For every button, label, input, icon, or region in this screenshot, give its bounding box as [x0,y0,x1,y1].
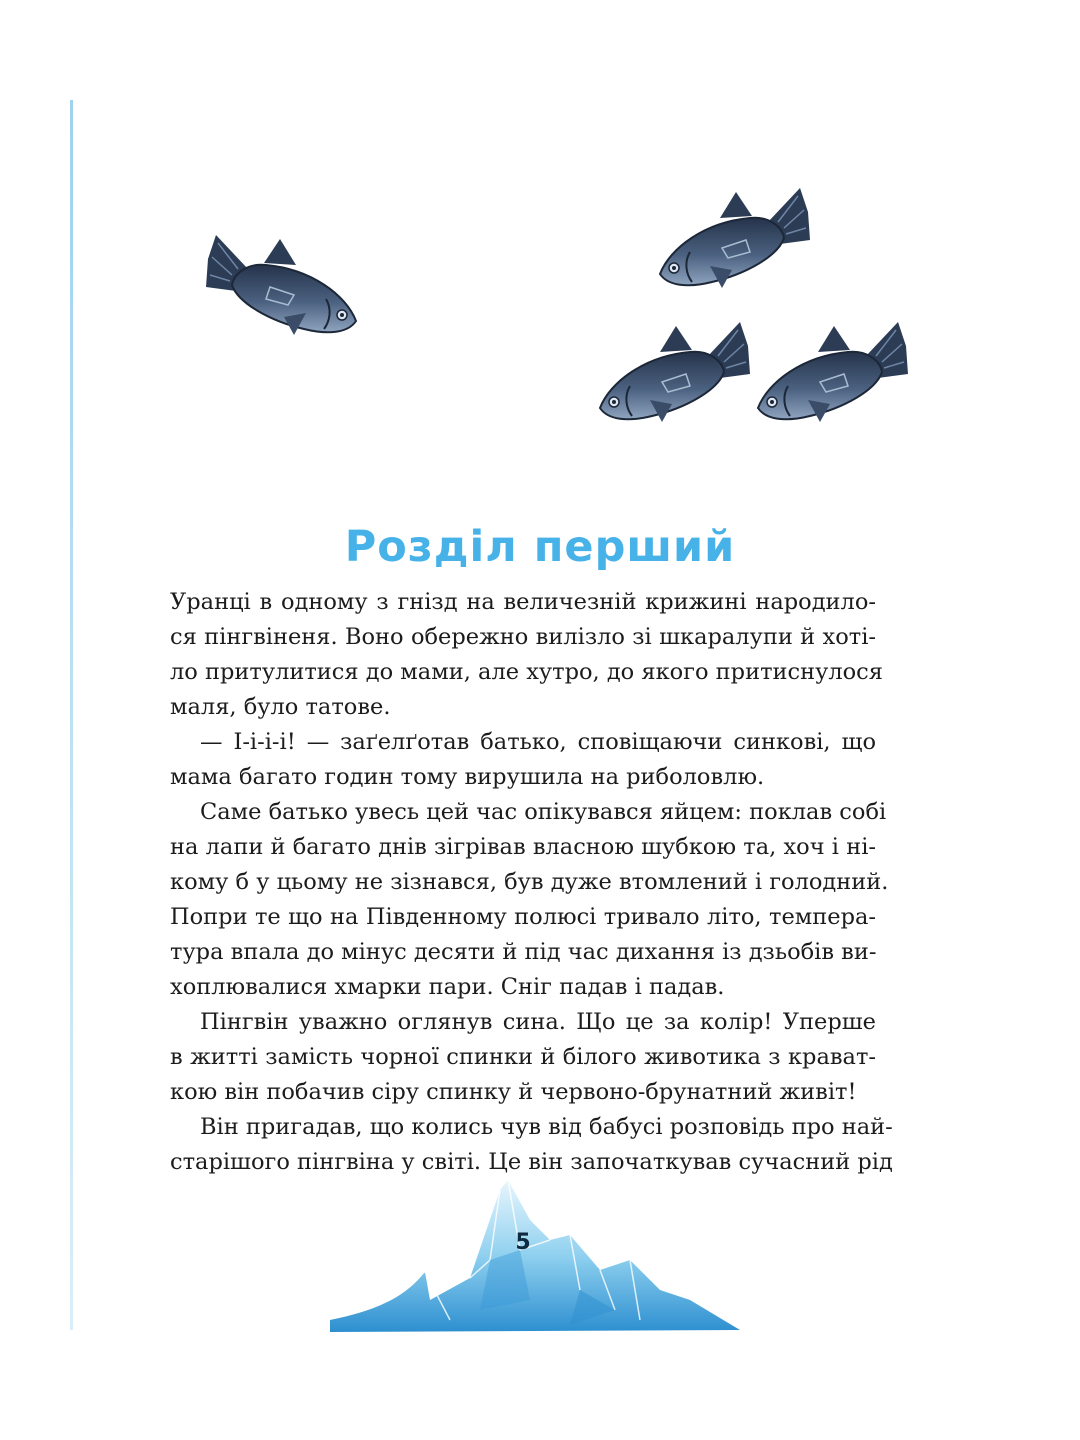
text-line: ся пінгвіненя. Воно обережно вилізло зі шкаралупи й хоті- [170,624,876,650]
text-line: в житті замість чорної спинки й білого животика з крават- [170,1044,876,1070]
text-line: Він пригадав, що колись чув від бабусі розповідь про най- [200,1114,893,1140]
text-line: — І-і-і-і! — заґелґотав батько, сповіщаючи синкові, що [200,729,876,755]
chapter-title: Розділ перший [344,521,736,572]
text-line: мама багато годин тому вирушила на риболовлю. [170,764,765,790]
iceberg-icon [330,1180,740,1332]
text-line: тура впала до мінус десяти й під час дихання із дзьобів ви- [170,939,877,965]
text-line: на лапи й багато днів зігрівав власною шубкою та, хоч і ні- [170,834,876,860]
text-line: кою він побачив сіру спинку й червоно-брунатний живіт! [170,1079,857,1105]
fish-icon [590,312,760,430]
story-text [170,585,893,1180]
text-line: хоплювалися хмарки пари. Сніг падав і падав. [170,974,725,1000]
page-edge [70,100,73,1330]
text-line: кому б у цьому не зізнався, був дуже втомлений і голодний. [170,869,889,895]
text-line: ло притулитися до мами, але хутро, до якого притиснулося [170,659,883,685]
text-line: Саме батько увесь цей час опікувався яйцем: поклав собі [200,799,887,825]
fish-icon [196,225,366,343]
text-line: старішого пінгвіна у світі. Це він започаткував сучасний рід [170,1149,893,1175]
page-number: 5 [515,1230,531,1255]
fish-icon [650,178,820,296]
text-line: Уранці в одному з гнізд на величезній крижині народило- [170,589,876,615]
fish-icon [748,312,918,430]
text-line: Попри те що на Південному полюсі тривало літо, темпера- [170,904,876,930]
text-line: Пінгвін уважно оглянув сина. Що це за колір! Уперше [200,1009,876,1035]
text-line: маля, було татове. [170,694,391,720]
